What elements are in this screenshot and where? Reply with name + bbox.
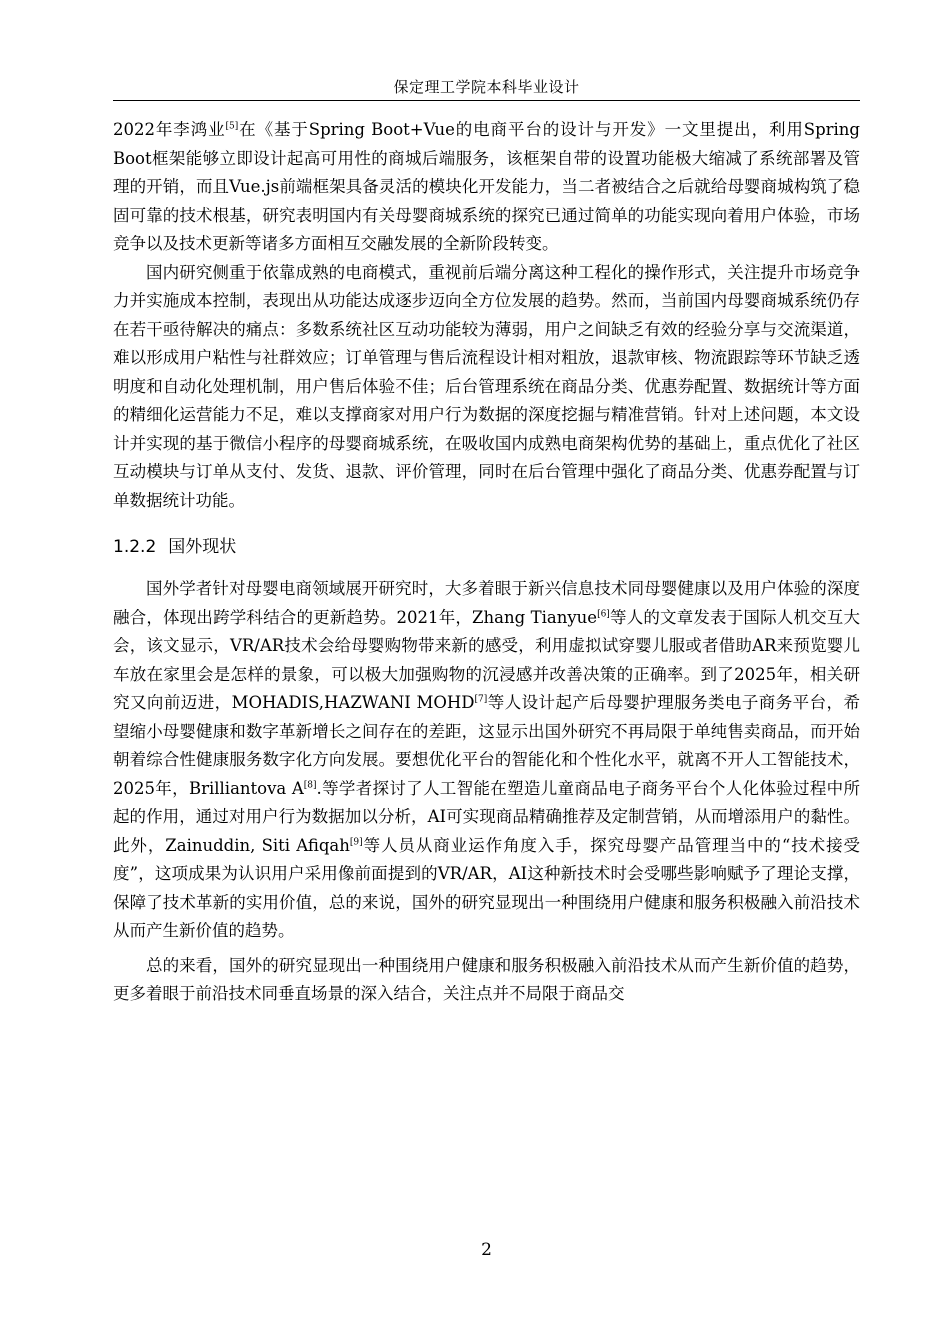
header-rule [113, 100, 860, 101]
paragraph-3-part-e: 等人员从商业运作角度入手，探究母婴产品管理当中的“技术接受度”，这项成果为认识用户采用像前面提到的VR/AR，AI这种新技术时会受哪些影响赋予了理论支撑，保障了技术革新的实用价值，总的来说，国外的研究显现出一种围绕用户健康和服务积极融入前沿技术从而产生新价值的趋势。 [113, 835, 860, 940]
citation-6: [6] [597, 609, 610, 619]
section-heading [113, 533, 860, 561]
citation-7: [7] [474, 694, 488, 705]
running-header: 保定理工学院本科毕业设计 [393, 78, 580, 96]
paragraph-3-part-d: .等学者探讨了人工智能在塑造儿童商品电子商务平台个人化体验过程中所起的作用，通过对用户行为数据加以分析，AI可实现商品精确推荐及定制营销，从而增添用户的黏性。此外，Zainuddin, Siti Afiqah [113, 778, 860, 855]
paragraph-1 [113, 116, 860, 259]
paragraph-1-part-b: 在《基于Spring Boot+Vue的电商平台的设计与开发》一文里提出，利用Spring Boot框架能够立即设计起高可用性的商城后端服务，该框架自带的设置功能极大缩减了系统部署及管理的开销，而且Vue.js前端框架具备灵活的模块化开发能力，当二者被结合之后就给母婴商城构筑了稳固可靠的技术根基，研究表明国内有关母婴商城系统的探究已通过简单的功能实现向着用户体验，市场竞争以及技术更新等诸多方面相互交融发展的全新阶段转变。 [113, 120, 860, 253]
paragraph-3-part-b: 等人的文章发表于国际人机交互大会，该文显示，VR/AR技术会给母婴购物带来新的感受，利用虚拟试穿婴儿服或者借助AR来预览婴儿车放在家里会是怎样的景象，可以极大加强购物的沉浸感并改善决策的正确率。到了2025年，相关研究又向前迈进，MOHADIS,HAZWANI MOHD [113, 607, 860, 712]
citation-5: [5] [225, 121, 239, 132]
section-title: 国外现状 [168, 537, 237, 557]
paragraph-3-part-a: 国外学者针对母婴电商领域展开研究时，大多着眼于新兴信息技术同母婴健康以及用户体验的深度融合，体现出跨学科结合的更新趋势。2021年，Zhang Tianyue [113, 579, 860, 627]
citation-9: [9] [349, 837, 363, 847]
paragraph-3-part-c: 等人设计起产后母婴护理服务类电子商务平台，希望缩小母婴健康和数字革新增长之间存在的差距，这显示出国外研究不再局限于单纯售卖商品，而开始朝着综合性健康服务数字化方向发展。要想优化平台的智能化和个性化水平，就离不开人工智能技术，2025年，Brilliantova A [113, 693, 860, 798]
paragraph-1-part-a: 2022年李鸿业 [113, 120, 226, 139]
body-text [113, 116, 860, 1009]
paragraph-2: 国内研究侧重于依靠成熟的电商模式，重视前后端分离这种工程化的操作形式，关注提升市场竞争力并实施成本控制，表现出从功能达成逐步迈向全方位发展的趋势。然而，当前国内母婴商城系统仍存在若干亟待解决的痛点：多数系统社区互动功能较为薄弱，用户之间缺乏有效的经验分享与交流渠道，难以形成用户粘性与社群效应；订单管理与售后流程设计相对粗放，退款审核、物流跟踪等环节缺乏透明度和自动化处理机制，用户售后体验不佳；后台管理系统在商品分类、优惠券配置、数据统计等方面的精细化运营能力不足，难以支撑商家对用户行为数据的深度挖掘与精准营销。针对上述问题，本文设计并实现的基于微信小程序的母婴商城系统，在吸收国内成熟电商架构优势的基础上，重点优化了社区互动模块与订单从支付、发货、退款、评价管理，同时在后台管理中强化了商品分类、优惠券配置与订单数据统计功能。 [113, 262, 860, 510]
page-number: 2 [481, 1240, 492, 1260]
section-number: 1.2.2 [113, 537, 157, 557]
citation-8: [8] [303, 780, 317, 790]
paragraph-3 [113, 575, 860, 946]
paragraph-4: 总的来看，国外的研究显现出一种围绕用户健康和服务积极融入前沿技术从而产生新价值的趋势，更多着眼于前沿技术同垂直场景的深入结合，关注点并不局限于商品交 [113, 955, 860, 1003]
